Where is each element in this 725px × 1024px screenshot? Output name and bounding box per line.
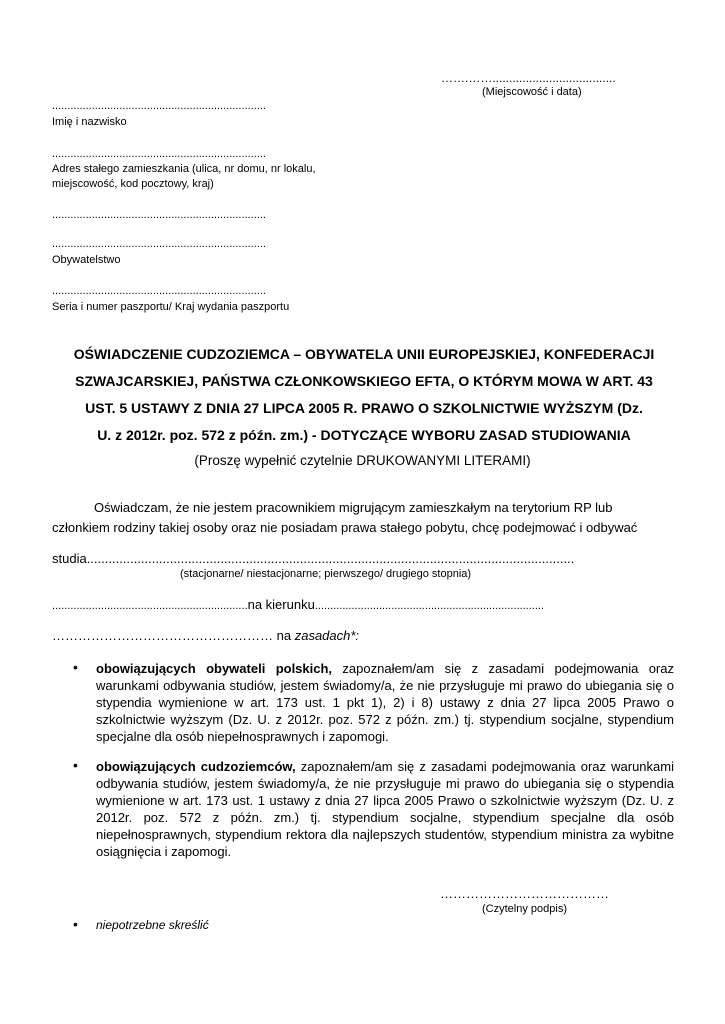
option-polish-text: zapoznałem/am się z zasadami podejmowania oraz warunkami odbywania studiów, jestem świadomy/a, że nie przysługuje mi prawo do ubiegania się o stypendia wymienione w art. 173 ust. 1 pkt 1), 2) i 8) ustawy z dnia 27 lipca 2005 Prawo o szkolnictwie wyższym (Dz. U. z 2012r. poz. 572 z późn. zm.) tj. stypendium socjalne, stypendium specjalne dla osób niepełnosprawnych i zapomogi. — [96, 661, 674, 744]
bullet-icon: • — [73, 757, 78, 773]
zasady-row — [52, 627, 359, 645]
kierunek-suffix-field[interactable]: ........................................................................... — [314, 600, 545, 612]
declaration-line-1: Oświadczam, że nie jestem pracownikiem migrującym zamieszkałym na terytorium RP lub — [94, 500, 613, 515]
option-foreigners-heading: obowiązujących cudzoziemców, — [96, 759, 296, 774]
citizenship-field-line[interactable]: ...................................................................... — [52, 238, 266, 250]
studia-field[interactable]: studia....................................................................................................................................... — [52, 551, 575, 566]
signature-label: (Czytelny podpis) — [482, 903, 567, 915]
document-title — [52, 341, 676, 449]
passport-field-line[interactable]: ...................................................................... — [52, 285, 266, 297]
zasady-label: zasadach*: — [294, 628, 360, 643]
title-line: OŚWIADCZENIE CUDZOZIEMCA – OBYWATELA UNII EUROPEJSKIEJ, KONFEDERACJI — [73, 346, 655, 362]
title-line: UST. 5 USTAWY Z DNIA 27 LIPCA 2005 R. PRAWO O SZKOLNICTWIE WYŻSZYM (Dz. — [85, 400, 643, 416]
name-field-line[interactable]: ...................................................................... — [52, 100, 266, 112]
declaration-line-2: członkiem rodziny takiej osoby oraz nie posiadam prawa stałego pobytu, chcę podejmować i odbywać — [52, 520, 638, 535]
kierunek-prefix-field[interactable]: ................................................................ — [52, 600, 248, 612]
name-field-label: Imię i nazwisko — [52, 116, 127, 128]
bullet-icon: • — [73, 916, 78, 932]
zasady-field[interactable]: …………………………………………… — [52, 628, 273, 643]
footnote: niepotrzebne skreślić — [96, 918, 209, 932]
option-polish-heading: obowiązujących obywateli polskich, — [96, 661, 333, 676]
option-foreigners[interactable] — [96, 758, 674, 860]
fill-instruction: (Proszę wypełnić czytelnie DRUKOWANYMI LITERAMI) — [194, 453, 531, 468]
bullet-icon: • — [73, 659, 78, 675]
title-line: SZWAJCARSKIEJ, PAŃSTWA CZŁONKOWSKIEGO EFTA, O KTÓRYM MOWA W ART. 43 — [75, 373, 653, 389]
address-extra-line[interactable]: ...................................................................... — [52, 209, 266, 221]
place-date-line[interactable]: …….……..................................... — [441, 71, 616, 85]
place-date-label: (Miejscowość i data) — [482, 86, 582, 98]
kierunek-label: na kierunku — [247, 597, 315, 612]
option-polish-citizens[interactable] — [96, 660, 674, 745]
address-field-line[interactable]: ...................................................................... — [52, 148, 266, 160]
title-line: U. z 2012r. poz. 572 z późn. zm.) - DOTYCZĄCE WYBORU ZASAD STUDIOWANIA — [97, 427, 631, 443]
signature-line[interactable]: ………………………………… — [440, 886, 609, 901]
passport-field-label: Seria i numer paszportu/ Kraj wydania paszportu — [52, 301, 290, 313]
address-field-label: Adres stałego zamieszkania (ulica, nr domu, nr lokalu, — [52, 163, 316, 175]
studia-hint: (stacjonarne/ niestacjonarne; pierwszego/ drugiego stopnia) — [180, 568, 472, 580]
zasady-na: na — [276, 628, 292, 643]
kierunek-row — [52, 596, 672, 615]
citizenship-field-label: Obywatelstwo — [52, 254, 121, 266]
option-foreigners-text: zapoznałem/am się z zasadami podejmowania oraz warunkami odbywania studiów, jestem świadomy/a, że nie przysługuje mi prawo do ubiegania się o stypendia wymienione w art. 173 ust. 1 ustawy z dnia 27 lipca 2005 Prawo o szkolnictwie wyższym (Dz. U. z 2012r. poz. 572 z późn. zm.) tj. stypendium socjalne, stypendium specjalne dla osób niepełnosprawnych, stypendium rektora dla najlepszych studentów, stypendium ministra za wybitne osiągnięcia i zapomogi. — [96, 759, 674, 859]
address-field-label-cont: miejscowość, kod pocztowy, kraj) — [52, 178, 214, 190]
